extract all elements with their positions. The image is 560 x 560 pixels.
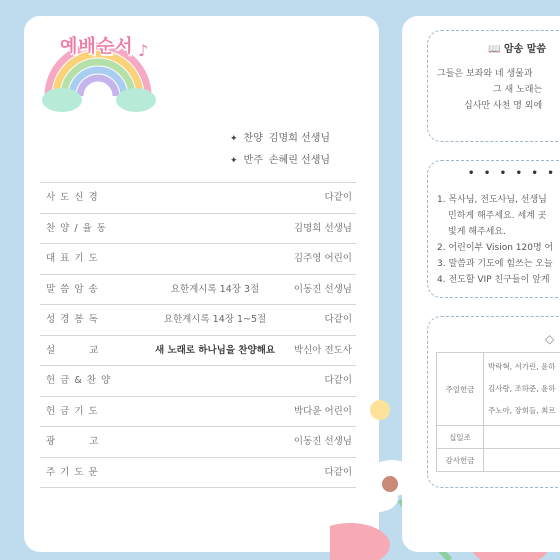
leader-role: 반주 <box>243 155 263 166</box>
order-row <box>40 244 356 275</box>
order-person: 다같이 <box>324 466 352 478</box>
book-icon: 📖 <box>488 44 501 55</box>
order-row <box>40 427 356 458</box>
order-person: 박신아 전도사 <box>293 344 352 356</box>
news-line: 빛게 해주세요. <box>448 227 506 237</box>
order-row <box>40 214 356 245</box>
order-item: 말씀암송 <box>46 283 103 295</box>
order-item: 대표기도 <box>46 253 103 264</box>
news-line: 민하게 해주세요. 세계 곳 <box>448 211 547 221</box>
offering-table <box>436 352 560 472</box>
order-item: 헌금&찬양 <box>46 375 116 386</box>
order-person: 다같이 <box>324 314 352 325</box>
news-line: 2. 어린이부 Vision 120명 어 <box>437 243 554 253</box>
order-item: 성경봉독 <box>46 314 103 325</box>
verse-line: 그들은 보좌와 네 생물과 <box>437 69 533 79</box>
order-content: 요한계시록 14장 3절 <box>170 283 260 295</box>
order-person: 박다윤 어린이 <box>293 405 352 417</box>
order-person: 김명희 선생님 <box>293 222 352 234</box>
offering-names <box>484 426 560 449</box>
offering-label: 감사헌금 <box>437 449 484 472</box>
page-title: 예배순서 <box>60 36 134 57</box>
leader-name: 김명희 선생님 <box>268 133 331 144</box>
order-content: 요한계시록 14장 1~5절 <box>163 314 267 325</box>
offering-name-line: 김사랑, 조하준, 윤하 <box>488 384 556 393</box>
order-item: 주기도문 <box>46 466 103 478</box>
order-row <box>40 182 356 214</box>
offering-name-line: 박락혁, 서가린, 윤하 <box>488 362 556 371</box>
order-person: 김주영 어린이 <box>293 253 352 264</box>
svg-text:♪: ♪ <box>138 41 149 60</box>
order-row <box>40 397 356 428</box>
diamond-icon: ◇ <box>545 332 555 346</box>
offering-names <box>484 353 560 426</box>
star-icon: ✦ <box>230 134 238 144</box>
order-item: 광 고 <box>46 436 104 447</box>
order-item: 설 교 <box>46 344 104 356</box>
offering-row <box>437 426 560 449</box>
worship-order-table <box>40 182 356 488</box>
verse-title: 암송 말씀 <box>503 44 547 55</box>
verse-line: 그 새 노래는 <box>493 85 543 95</box>
order-person: 다같이 <box>324 375 352 386</box>
order-row <box>40 366 356 397</box>
offering-row <box>437 449 560 472</box>
order-person: 이동진 선생님 <box>293 283 352 295</box>
news-line: 3. 말씀과 기도에 힘쓰는 오늘 <box>437 259 553 269</box>
leader-line <box>230 128 330 150</box>
title-badge <box>38 26 158 116</box>
star-icon: ✦ <box>230 156 238 166</box>
verse-title-line <box>488 40 546 55</box>
offering-names <box>484 449 560 472</box>
order-item: 헌금기도 <box>46 405 103 417</box>
leader-role: 찬양 <box>243 133 263 144</box>
leaders-list <box>230 128 330 172</box>
offering-label: 주일헌금 <box>437 353 484 426</box>
order-person: 이동진 선생님 <box>293 436 352 447</box>
verse-line: 십사만 사천 명 외에 <box>464 101 543 111</box>
order-person: 다같이 <box>324 192 352 203</box>
news-title: • • • • • • <box>468 168 557 179</box>
order-row <box>40 275 356 306</box>
offering-row <box>437 353 560 426</box>
news-line: 4. 전도할 VIP 친구들이 앞게 <box>437 275 550 285</box>
order-row <box>40 336 356 367</box>
order-row <box>40 458 356 489</box>
order-item: 사도신경 <box>46 192 103 203</box>
leader-line <box>230 150 330 172</box>
leader-name: 손혜린 선생님 <box>268 155 331 166</box>
news-line: 1. 목사님, 전도사님, 선생님 <box>437 195 547 205</box>
order-row <box>40 305 356 336</box>
offering-label: 십일조 <box>437 426 484 449</box>
order-item: 찬양/율동 <box>46 222 111 234</box>
offering-name-line: 주노아, 장희들, 최르 <box>488 406 556 415</box>
sermon-title: 새 노래로 하나님을 찬양해요 <box>154 344 276 356</box>
